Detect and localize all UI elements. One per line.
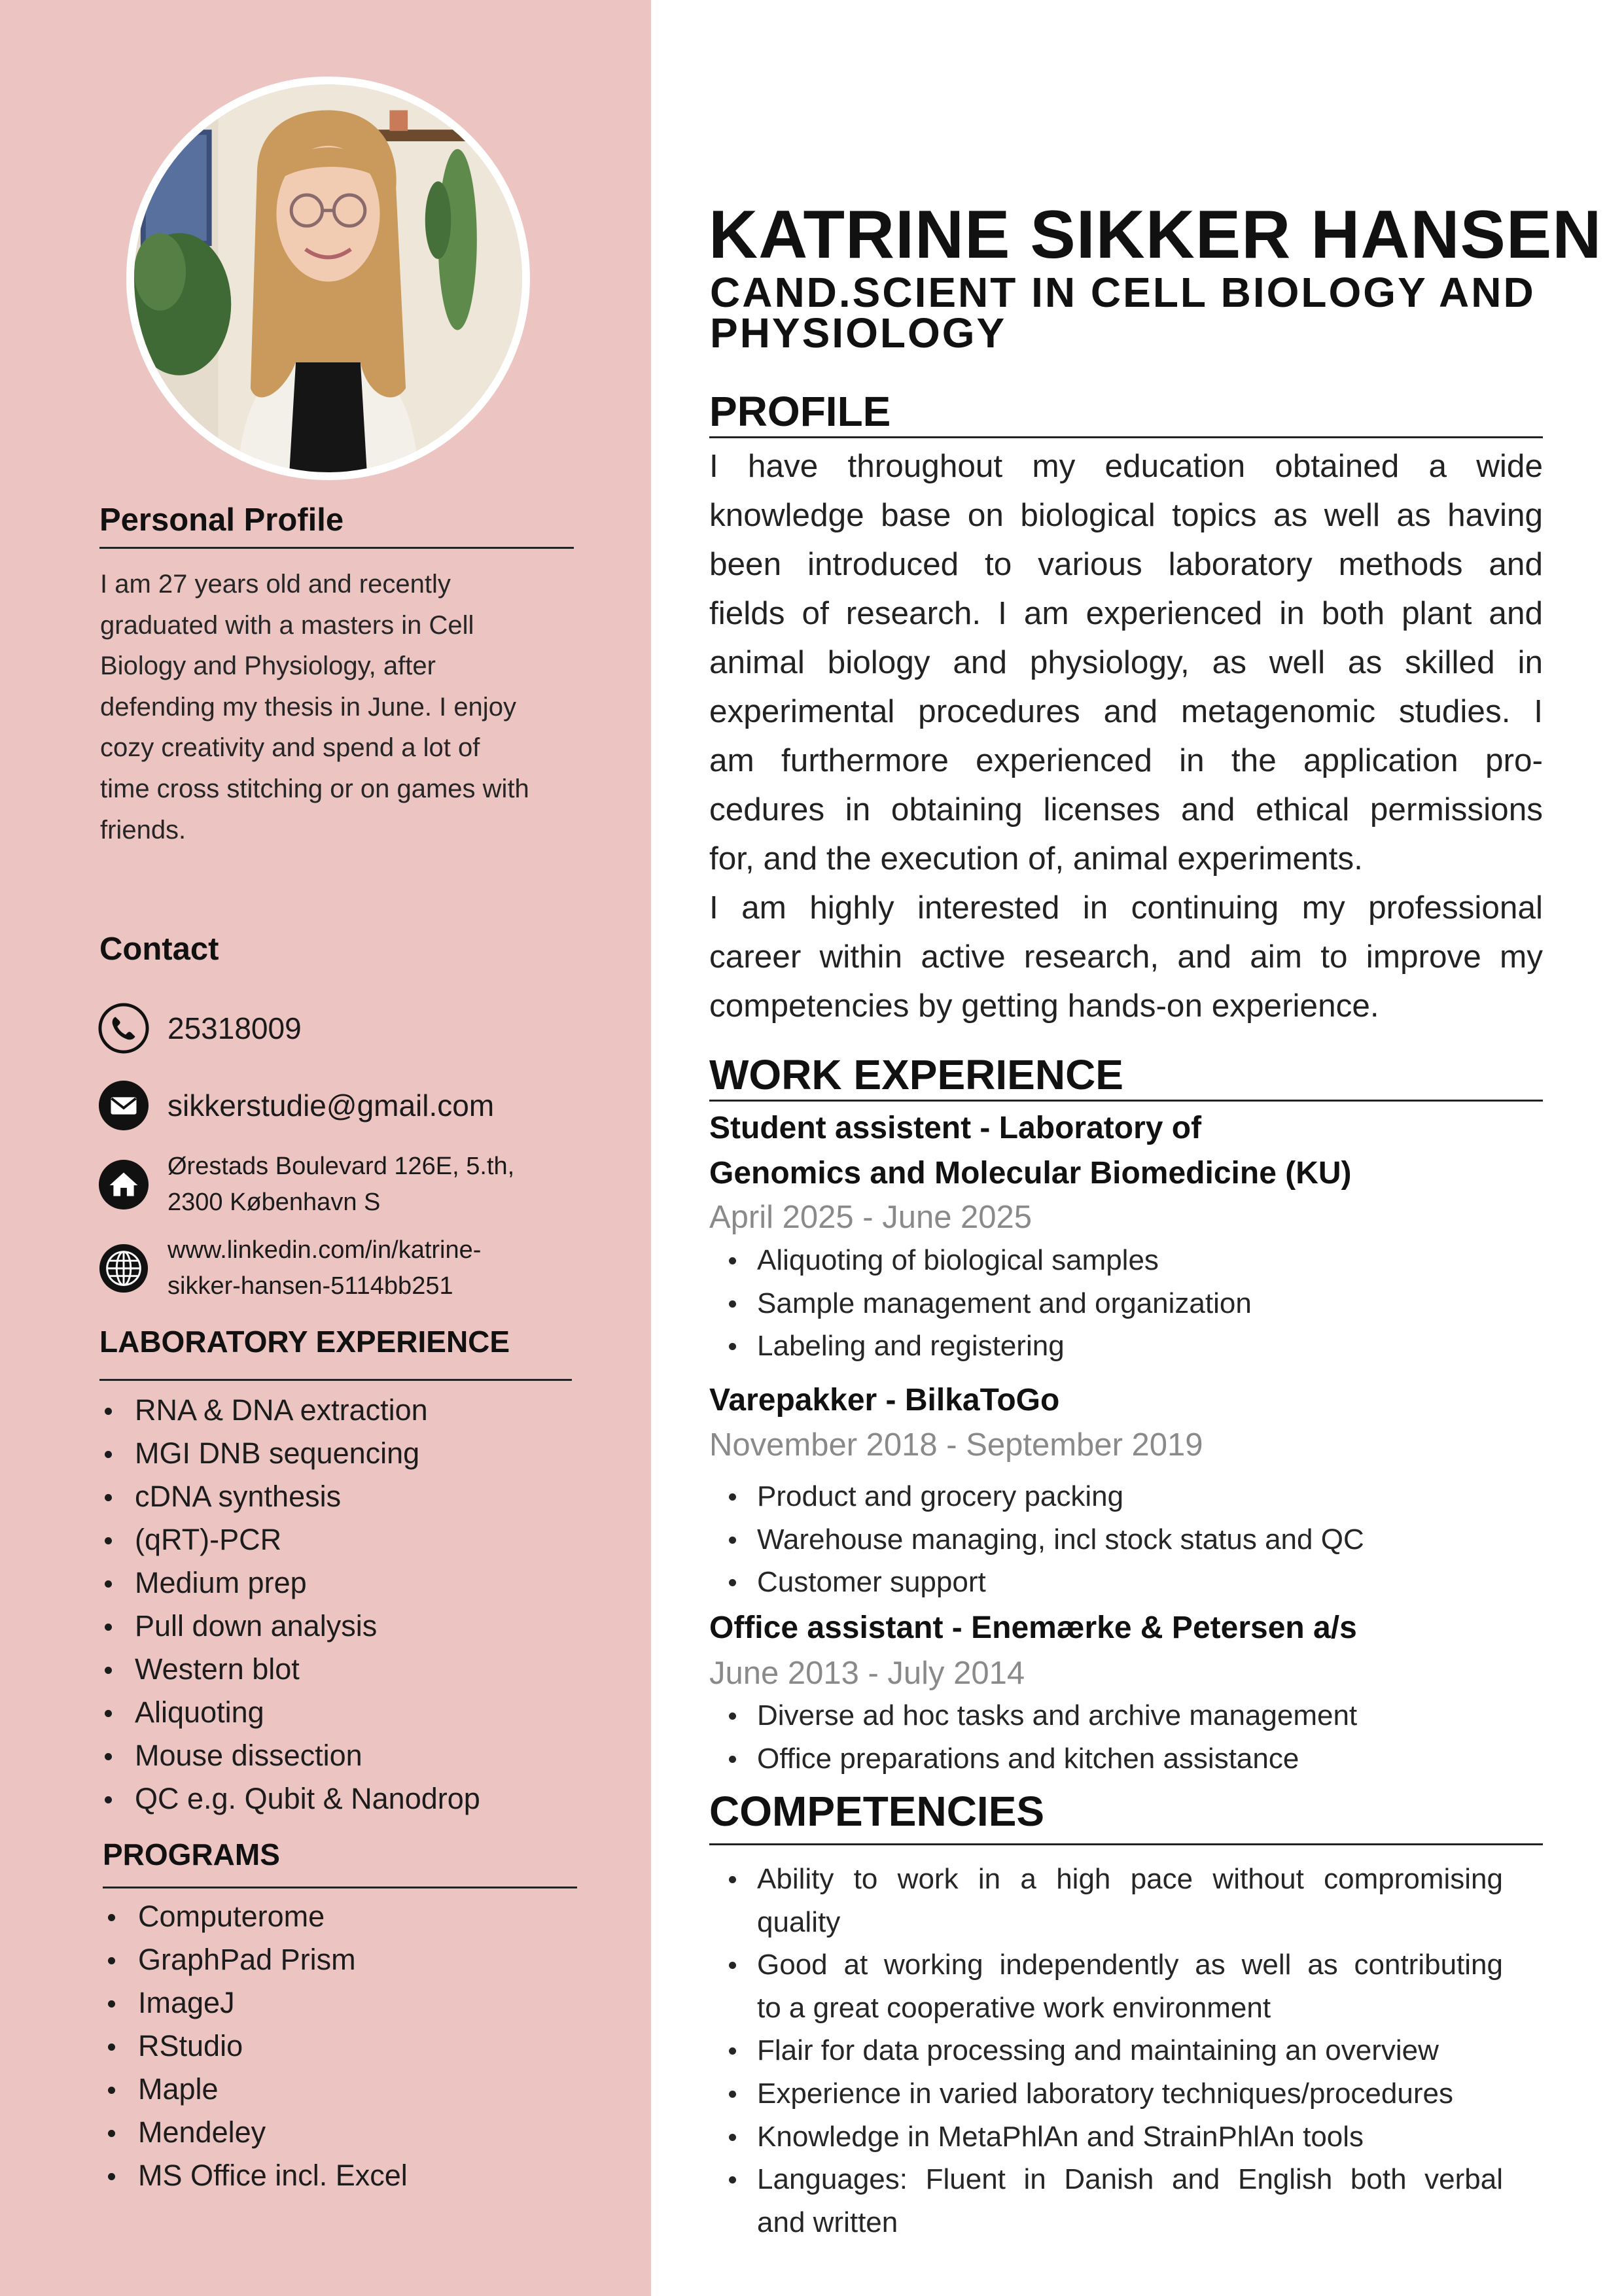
laboratory-heading: LABORATORY EXPERIENCE [99,1325,510,1359]
list-item-line: Ability to work in a high pace without compromising [757,1863,1503,1895]
list-item: Sample management and organization [724,1282,1252,1325]
list-item [724,2115,1503,2159]
list-item [724,2158,1503,2244]
list-item: Maple [103,2068,408,2111]
personal-profile-heading: Personal Profile [99,502,344,538]
list-item: cDNA synthesis [99,1475,480,1518]
competencies-heading: COMPETENCIES [709,1788,1045,1835]
list-item: MGI DNB sequencing [99,1432,480,1475]
job-dates: June 2013 - July 2014 [709,1656,1025,1691]
contact-linkedin [98,1232,481,1304]
job-title-line: Office assistant - Enemærke & Petersen a/s [709,1610,1357,1645]
globe-icon [98,1243,149,1294]
list-item-line: Experience in varied laboratory techniques/procedures [757,2077,1453,2110]
job-title [709,1378,1059,1423]
competencies-list [724,1858,1503,2244]
list-item: ImageJ [103,1981,408,2025]
list-item: Mouse dissection [99,1734,480,1777]
list-item: Medium prep [99,1561,480,1605]
list-item-line: to a great cooperative work environment [757,1991,1271,2024]
profile-line: am furthermore experienced in the application pro- [709,742,1543,778]
list-item-line: Good at working independently as well as contributing [757,1949,1503,1981]
list-item: MS Office incl. Excel [103,2154,408,2197]
profile-text [709,442,1543,1030]
linkedin-link[interactable] [168,1232,481,1304]
laboratory-rule [99,1379,572,1381]
home-icon [98,1159,149,1210]
list-item [724,1943,1503,2029]
profile-line: career within active research, and aim to improve my [709,939,1543,975]
list-item: Mendeley [103,2111,408,2154]
work-heading: WORK EXPERIENCE [709,1051,1123,1098]
personal-profile-line: I am 27 years old and recently [100,570,451,599]
job-title-line: Genomics and Molecular Biomedicine (KU) [709,1156,1352,1191]
list-item: GraphPad Prism [103,1938,408,1981]
profile-line: competencies by getting hands-on experience. [709,988,1379,1024]
work-rule [709,1100,1543,1102]
candidate-subtitle: CAND.SCIENT IN CELL BIOLOGY AND PHYSIOLOGY [710,269,1536,357]
personal-profile-line: graduated with a masters in Cell [100,610,474,640]
contact-heading: Contact [99,931,219,967]
profile-line: for, and the execution of, animal experiments. [709,841,1363,877]
competencies-rule [709,1843,1543,1845]
phone-icon [98,1003,149,1054]
email-link[interactable]: sikkerstudie@gmail.com [168,1088,495,1122]
list-item-line: and written [757,2206,898,2238]
profile-heading: PROFILE [709,388,891,435]
programs-list [103,1895,408,2197]
contact-phone [98,1003,302,1054]
sidebar [0,0,651,2296]
phone-number[interactable]: 25318009 [168,1011,302,1045]
profile-line: fields of research. I am experienced in both plant and [709,595,1543,631]
profile-line: animal biology and physiology, as well as skilled in [709,644,1543,680]
list-item: Aliquoting of biological samples [724,1239,1252,1282]
list-item: Aliquoting [99,1691,480,1734]
job-duties [724,1694,1357,1780]
list-item [724,1858,1503,1943]
profile-line: I have throughout my education obtained a wide [709,448,1543,484]
list-item [724,2029,1503,2072]
list-item: Customer support [724,1561,1364,1604]
job-dates: November 2018 - September 2019 [709,1427,1203,1463]
list-item-line: Knowledge in MetaPhlAn and StrainPhlAn tools [757,2120,1364,2153]
linkedin-line: sikker-hansen-5114bb251 [168,1272,453,1300]
profile-line: experimental procedures and metagenomic studies. I [709,693,1543,729]
programs-rule [103,1887,577,1888]
contact-email [98,1080,494,1131]
profile-line: knowledge base on biological topics as well as having [709,497,1543,533]
job-title [709,1105,1352,1196]
personal-profile-line: friends. [100,815,186,844]
job-duties [724,1475,1364,1604]
personal-profile-text [100,564,584,850]
list-item: (qRT)-PCR [99,1518,480,1561]
list-item: Western blot [99,1648,480,1691]
candidate-name: KATRINE SIKKER HANSEN [709,197,1602,273]
address-line: 2300 København S [168,1189,381,1216]
programs-heading: PROGRAMS [103,1837,280,1871]
job-duties [724,1239,1252,1368]
address-line: Ørestads Boulevard 126E, 5.th, [168,1153,515,1180]
list-item: Warehouse managing, incl stock status and QC [724,1518,1364,1561]
list-item: Product and grocery packing [724,1475,1364,1518]
laboratory-list [99,1389,480,1820]
list-item: Pull down analysis [99,1605,480,1648]
profile-line: cedures in obtaining licenses and ethical permissions [709,791,1543,827]
envelope-icon [98,1080,149,1131]
contact-address [98,1149,514,1221]
job-title-line: Varepakker - BilkaToGo [709,1383,1060,1418]
list-item: RStudio [103,2025,408,2068]
job-title [709,1605,1357,1650]
list-item-line: Languages: Fluent in Danish and English both verbal [757,2163,1503,2196]
personal-profile-rule [99,547,574,549]
address-text [168,1149,514,1221]
personal-profile-line: defending my thesis in June. I enjoy [100,692,516,722]
list-item-line: Flair for data processing and maintaining an overview [757,2034,1439,2067]
profile-photo [126,77,530,480]
list-item: QC e.g. Qubit & Nanodrop [99,1777,480,1820]
personal-profile-line: cozy creativity and spend a lot of [100,733,480,763]
list-item-line: quality [757,1905,841,1938]
list-item: Computerome [103,1895,408,1938]
profile-rule [709,436,1543,438]
job-dates: April 2025 - June 2025 [709,1200,1033,1235]
personal-profile-line: time cross stitching or on games with [100,774,529,803]
profile-line: been introduced to various laboratory methods and [709,546,1543,582]
list-item: Labeling and registering [724,1325,1252,1368]
list-item: Diverse ad hoc tasks and archive management [724,1694,1357,1737]
job-title-line: Student assistent - Laboratory of [709,1111,1202,1145]
list-item: RNA & DNA extraction [99,1389,480,1432]
list-item [724,2072,1503,2115]
profile-line: I am highly interested in continuing my professional [709,890,1543,926]
personal-profile-line: Biology and Physiology, after [100,652,436,681]
linkedin-line: www.linkedin.com/in/katrine- [168,1236,482,1264]
list-item: Office preparations and kitchen assistance [724,1737,1357,1781]
